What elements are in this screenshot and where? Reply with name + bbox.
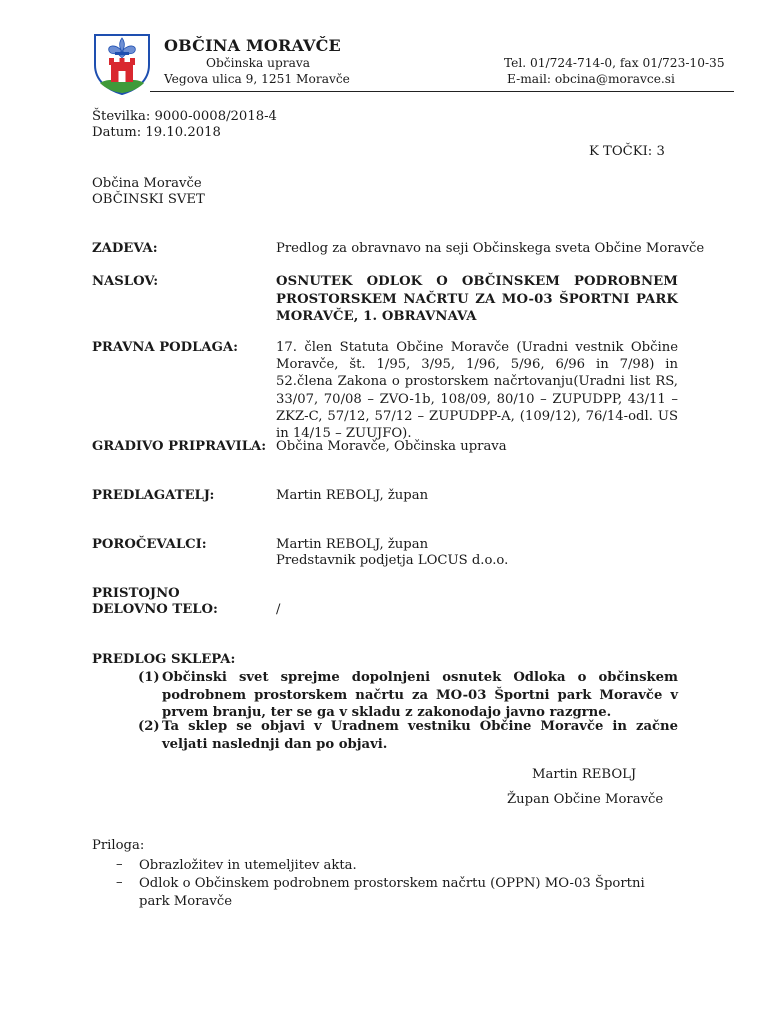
resolution-item-text: Občinski svet sprejme dopolnjeni osnutek Odloka o občinskem podrobnem prostorskem načrtu za MO-03 Športni park Moravče v prvem branju, ter se ga v skladu z zakonodajo javno razgrne. [162,670,678,720]
phone-fax: Tel. 01/724-714-0, fax 01/723-10-35 [504,56,725,70]
recipient-line-1: Občina Moravče [92,176,202,191]
recipient-line-2: OBČINSKI SVET [92,192,205,207]
resolution-item-1 [138,669,678,722]
resolution-item-number: (1) [138,670,160,685]
agenda-point: K TOČKI: 3 [589,144,665,159]
rapporteur-1: Martin REBOLJ, župan [276,537,429,552]
rapporteur-2: Predstavnik podjetja LOCUS d.o.o. [276,553,509,568]
signature-name: Martin REBOLJ [532,767,637,782]
working-body-value: / [276,602,281,617]
attachment-bullet: – [116,857,123,872]
rapporteurs-label: POROČEVALCI: [92,537,207,552]
document-date: Datum: 19.10.2018 [92,125,221,140]
title-value-line-2: PROSTORSKEM NAČRTU ZA MO-03 ŠPORTNI PARK [276,291,678,307]
prepared-by-label: GRADIVO PRIPRAVILA: [92,439,267,454]
email-address: E-mail: obcina@moravce.si [507,72,675,86]
title-value [276,273,678,326]
attachments-heading: Priloga: [92,838,145,853]
attachment-item-2: Odlok o Občinskem podrobnem prostorskem načrtu (OPPN) MO-03 Športni park Moravče [139,876,645,909]
working-body-label-1: PRISTOJNO [92,586,180,601]
title-value-line-3: MORAVČE, 1. OBRAVNAVA [276,309,477,324]
municipality-name: OBČINA MORAVČE [164,36,341,55]
resolution-item-number: (2) [138,719,160,734]
subject-label: ZADEVA: [92,241,158,256]
header-divider [150,91,734,92]
proposer-label: PREDLAGATELJ: [92,488,215,503]
proposer-value: Martin REBOLJ, župan [276,488,429,503]
resolution-item-2 [138,718,678,753]
legal-basis-value: 17. člen Statuta Občine Moravče (Uradni vestnik Občine Moravče, št. 1/95, 3/95, 1/96, 5/96, 6/96 in 7/98) in 52.člena Zakona o prostorskem načrtovanju(Uradni list RS, 33/07, 70/08 – ZVO-1b, 108/09, 80/10 – ZUPUDPP, 43/11 – ZKZ-C, 57/12, 57/12 – ZUPUDPP-A, (109/12), 76/14-odl. US in 14/15 – ZUUJFO). [276,340,678,442]
working-body-label-2: DELOVNO TELO: [92,602,218,617]
department-name: Občinska uprava [206,56,311,70]
legal-basis-label: PRAVNA PODLAGA: [92,340,238,355]
resolution-item-text: Ta sklep se objavi v Uradnem vestniku Občine Moravče in začne veljati naslednji dan po objavi. [162,719,678,752]
attachment-item-1: Obrazložitev in utemeljitev akta. [139,858,357,873]
signature-title: Župan Občine Moravče [507,792,664,807]
title-value-line-1: OSNUTEK ODLOK O OBČINSKEM PODROBNEM [276,274,678,289]
resolution-heading: PREDLOG SKLEPA: [92,652,236,667]
municipality-address: Vegova ulica 9, 1251 Moravče [164,72,350,86]
subject-value: Predlog za obravnavo na seji Občinskega sveta Občine Moravče [276,241,705,256]
attachment-bullet: – [116,875,123,890]
title-label: NASLOV: [92,274,159,289]
prepared-by-value: Občina Moravče, Občinska uprava [276,439,507,454]
municipality-crest-icon [92,33,152,95]
document-number: Številka: 9000-0008/2018-4 [92,109,277,124]
